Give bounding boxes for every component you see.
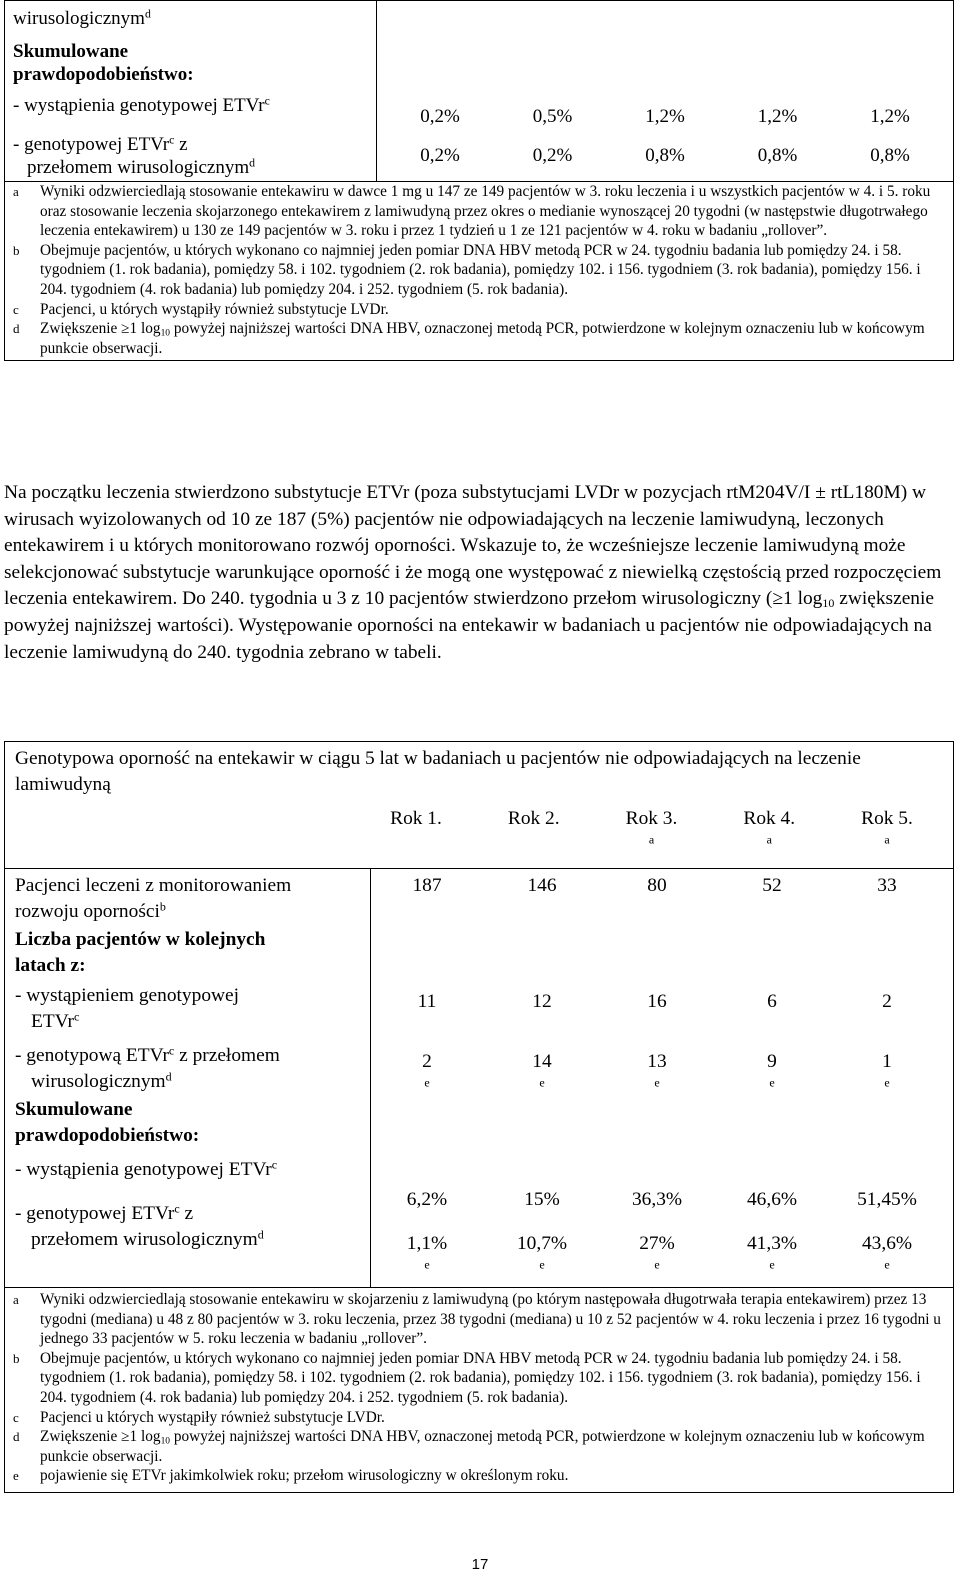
value-cell: 80 <box>647 875 667 896</box>
cum-heading: Skumulowane prawdopodobieństwo: <box>15 1099 200 1146</box>
value-cell: 51,45% <box>857 1189 917 1210</box>
geno-label: - wystąpieniem genotypowej ETVr$^c$ <box>15 985 240 1032</box>
value-cell: 0,2% <box>532 145 573 166</box>
monitored-values <box>371 873 943 899</box>
table2-footnotes <box>5 1288 954 1493</box>
cum-geno-label: - wystąpienia genotypowej ETVr$^c$ <box>15 1157 278 1180</box>
value-cell: 9e <box>767 1051 777 1090</box>
table1-cum-heading: Skumulowane prawdopodobieństwo: <box>13 41 194 85</box>
footnote-e: e pojawienie się ETVr jakimkolwiek roku; przełom wirusologiczny w określonym roku. <box>13 1467 569 1485</box>
value-cell: 16 <box>647 991 667 1012</box>
footnote-a: a Wyniki odzwierciedlają stosowanie entekawiru w skojarzeniu z lamiwudyną (po którym następowała długotrwała terapia entekawirem) przez 13 tygodni (mediana) u 48 z 80 pacjentów w 3. roku leczenia, przez 38 tygodni (mediana) u 10 z 52 pacjentów w 4. roku leczenia i przez 16 tygodni u jednego 33 pacjentów w 5. roku leczenia w badaniu „rollover”. <box>13 1291 941 1348</box>
value-cell: 43,6%$^e$ <box>861 1233 913 1272</box>
value-cell: 1,1%$^e$ <box>406 1233 448 1272</box>
page-number: 17 <box>471 1556 489 1573</box>
resistance-table-continued <box>4 0 954 361</box>
body-paragraph: Na początku leczenia stwierdzono substytucje ETVr (poza substytucjami LVDr w pozycjach rtM204V/I ± rtL180M) w wirusach wyizolowanych od 10 ze 187 (5%) pacjentów nie odpowiadających na leczenie lamiwudyną, leczonych entekawirem i u których monitorowano rozwój oporności. Wskazuje to, że wcześniejsze leczenie lamiwudyną może selekcjonować substytucje warunkujące oporność i że mogą one występować z niewielką częstością przed rozpoczęciem leczenia entekawirem. Do 240. tygodnia u 3 z 10 pacjentów stwierdzono przełom wirusologiczny (≥1 $\log_{10}$ zwiększenie powyżej najniższej wartości). Występowanie oporności na entekawir w badaniach u pacjentów nie odpowiadających na leczenie lamiwudyną do 240. tygodnia zebrano w tabeli. <box>4 482 942 663</box>
value-cell: 10,7%$^e$ <box>516 1233 568 1272</box>
value-cell: 52 <box>762 875 782 896</box>
table2-label-cell <box>5 869 371 1288</box>
table2-year-headers <box>360 806 943 858</box>
footnote-a: a Wyniki odzwierciedlają stosowanie entekawiru w dawce 1 mg u 147 ze 149 pacjentów w 3. roku leczenia i u wszystkich pacjentów w 4. i 5. roku oraz stosowanie leczenia skojarzonego entekawirem z lamiwudyną przez okres o medianie wynoszącej 20 tygodni (w następstwie długotrwałego leczenia entekawirem) u 130 ze 149 pacjentów w 3. roku i przez 1 tydzień u 1 ze 121 pacjentów w 4. roku w badaniu „rollover”. <box>13 183 931 240</box>
table2-title: Genotypowa oporność na entekawir w ciągu 5 lat w badaniach u pacjentów nie odpowiadających na leczenie lamiwudyną <box>15 748 861 795</box>
value-cell: 33 <box>877 875 897 896</box>
value-cell: 0,8% <box>645 145 685 166</box>
table2-values-cell <box>371 869 954 1288</box>
value-cell: 0,5% <box>532 106 573 127</box>
value-cell: 1,2% <box>870 106 910 127</box>
value-cell: 41,3%$^e$ <box>746 1233 798 1272</box>
value-cell: 46,6% <box>746 1189 798 1210</box>
value-cell: 14e <box>532 1051 552 1090</box>
value-cell: 0,8% <box>870 145 910 166</box>
cum-break-label: - genotypowej ETVr$^c$ z przełomem wirusologicznym$^d$ <box>15 1201 264 1250</box>
table1-label-cell <box>5 1 377 182</box>
value-cell: 11 <box>417 991 437 1012</box>
break-values <box>371 1049 943 1101</box>
value-cell: 146 <box>527 875 557 896</box>
footnote-d: d Zwiększenie ≥1 $\log_{10}$ powyżej najniższej wartości DNA HBV, oznaczonej metodą PCR, potwierdzone w kolejnym oznaczeniu lub w końcowym punkcie obserwacji. <box>13 1428 925 1465</box>
value-cell: 36,3% <box>631 1189 683 1210</box>
table1-values-cell <box>377 1 954 182</box>
table1-top-label: wirusologicznym$^d$ <box>13 7 151 29</box>
footnote-c: c Pacjenci u których wystąpiły również substytucje LVDr. <box>13 1408 385 1426</box>
footnote-b: b Obejmuje pacjentów, u których wykonano co najmniej jeden pomiar DNA HBV metodą PCR w 24. tygodniu badania lub pomiędzy 24. i 58. tygodniem (1. rok badania), pomiędzy 58. i 102. tygodniem (2. rok badania), pomiędzy 102. i 156. tygodniem (3. rok badania), pomiędzy 156. i 204. tygodniem (4. rok badania) lub pomiędzy 204. i 252. tygodniem (5. rok badania). <box>13 1349 921 1406</box>
table1-row-genotypic-label: - wystąpienia genotypowej ETVr$^c$ <box>13 94 270 116</box>
value-cell: 12 <box>532 991 552 1012</box>
monitored-label: Pacjenci leczeni z monitorowaniem rozwoju oporności$^b$ <box>15 875 292 922</box>
table1-row-breakthrough-values <box>385 144 945 167</box>
cum-break-values <box>371 1231 943 1283</box>
value-cell: 2e <box>422 1051 432 1090</box>
value-cell: 13e <box>647 1051 667 1090</box>
year-header: Rok 3.$^a$ <box>625 808 678 847</box>
value-cell: 6,2% <box>406 1189 448 1210</box>
year-header: Rok 4.$^a$ <box>743 808 796 847</box>
value-cell: 1e <box>882 1051 892 1090</box>
genotypic-resistance-table <box>4 741 954 1493</box>
geno-values <box>371 989 943 1015</box>
year-header: Rok 2. <box>507 808 560 829</box>
value-cell: 15% <box>524 1189 560 1210</box>
value-cell: 6 <box>767 991 777 1012</box>
footnote-b: b Obejmuje pacjentów, u których wykonano co najmniej jeden pomiar DNA HBV metodą PCR w 24. tygodniu badania lub pomiędzy 24. i 58. tygodniem (1. rok badania), pomiędzy 58. i 102. tygodniem (2. rok badania), pomiędzy 102. i 156. tygodniem (3. rok badania), pomiędzy 156. i 204. tygodniem (4. rok badania) lub pomiędzy 204. i 252. tygodniem (5. rok badania). <box>13 241 921 298</box>
year-header: Rok 5.$^a$ <box>861 808 913 847</box>
break-label: - genotypową ETVr$^c$ z przełomem wirusologicznym$^d$ <box>15 1043 280 1092</box>
cum-geno-values <box>371 1187 943 1213</box>
table2-header-cell <box>5 742 954 869</box>
footnote-c: c Pacjenci, u których wystąpiły również substytucje LVDr. <box>13 300 389 318</box>
value-cell: 2 <box>882 991 892 1012</box>
table1-row-genotypic-values <box>385 105 945 128</box>
count-heading: Liczba pacjentów w kolejnych latach z: <box>15 929 266 976</box>
table1-footnotes <box>5 182 954 361</box>
value-cell: 187 <box>412 875 442 896</box>
value-cell: 1,2% <box>757 106 798 127</box>
value-cell: 27%$^e$ <box>639 1233 675 1272</box>
footnote-d: d Zwiększenie ≥1 $\log_{10}$ powyżej najniższej wartości DNA HBV, oznaczonej metodą PCR, potwierdzone w kolejnym oznaczeniu lub w końcowym punkcie obserwacji. <box>13 320 925 357</box>
value-cell: 0,2% <box>420 145 460 166</box>
value-cell: 0,8% <box>757 145 798 166</box>
table1-row-breakthrough-label: - genotypowej ETVr$^c$ z przełomem wirusologicznym$^d$ <box>13 133 256 178</box>
value-cell: 1,2% <box>645 106 685 127</box>
year-header: Rok 1. <box>390 808 442 829</box>
value-cell: 0,2% <box>420 106 460 127</box>
